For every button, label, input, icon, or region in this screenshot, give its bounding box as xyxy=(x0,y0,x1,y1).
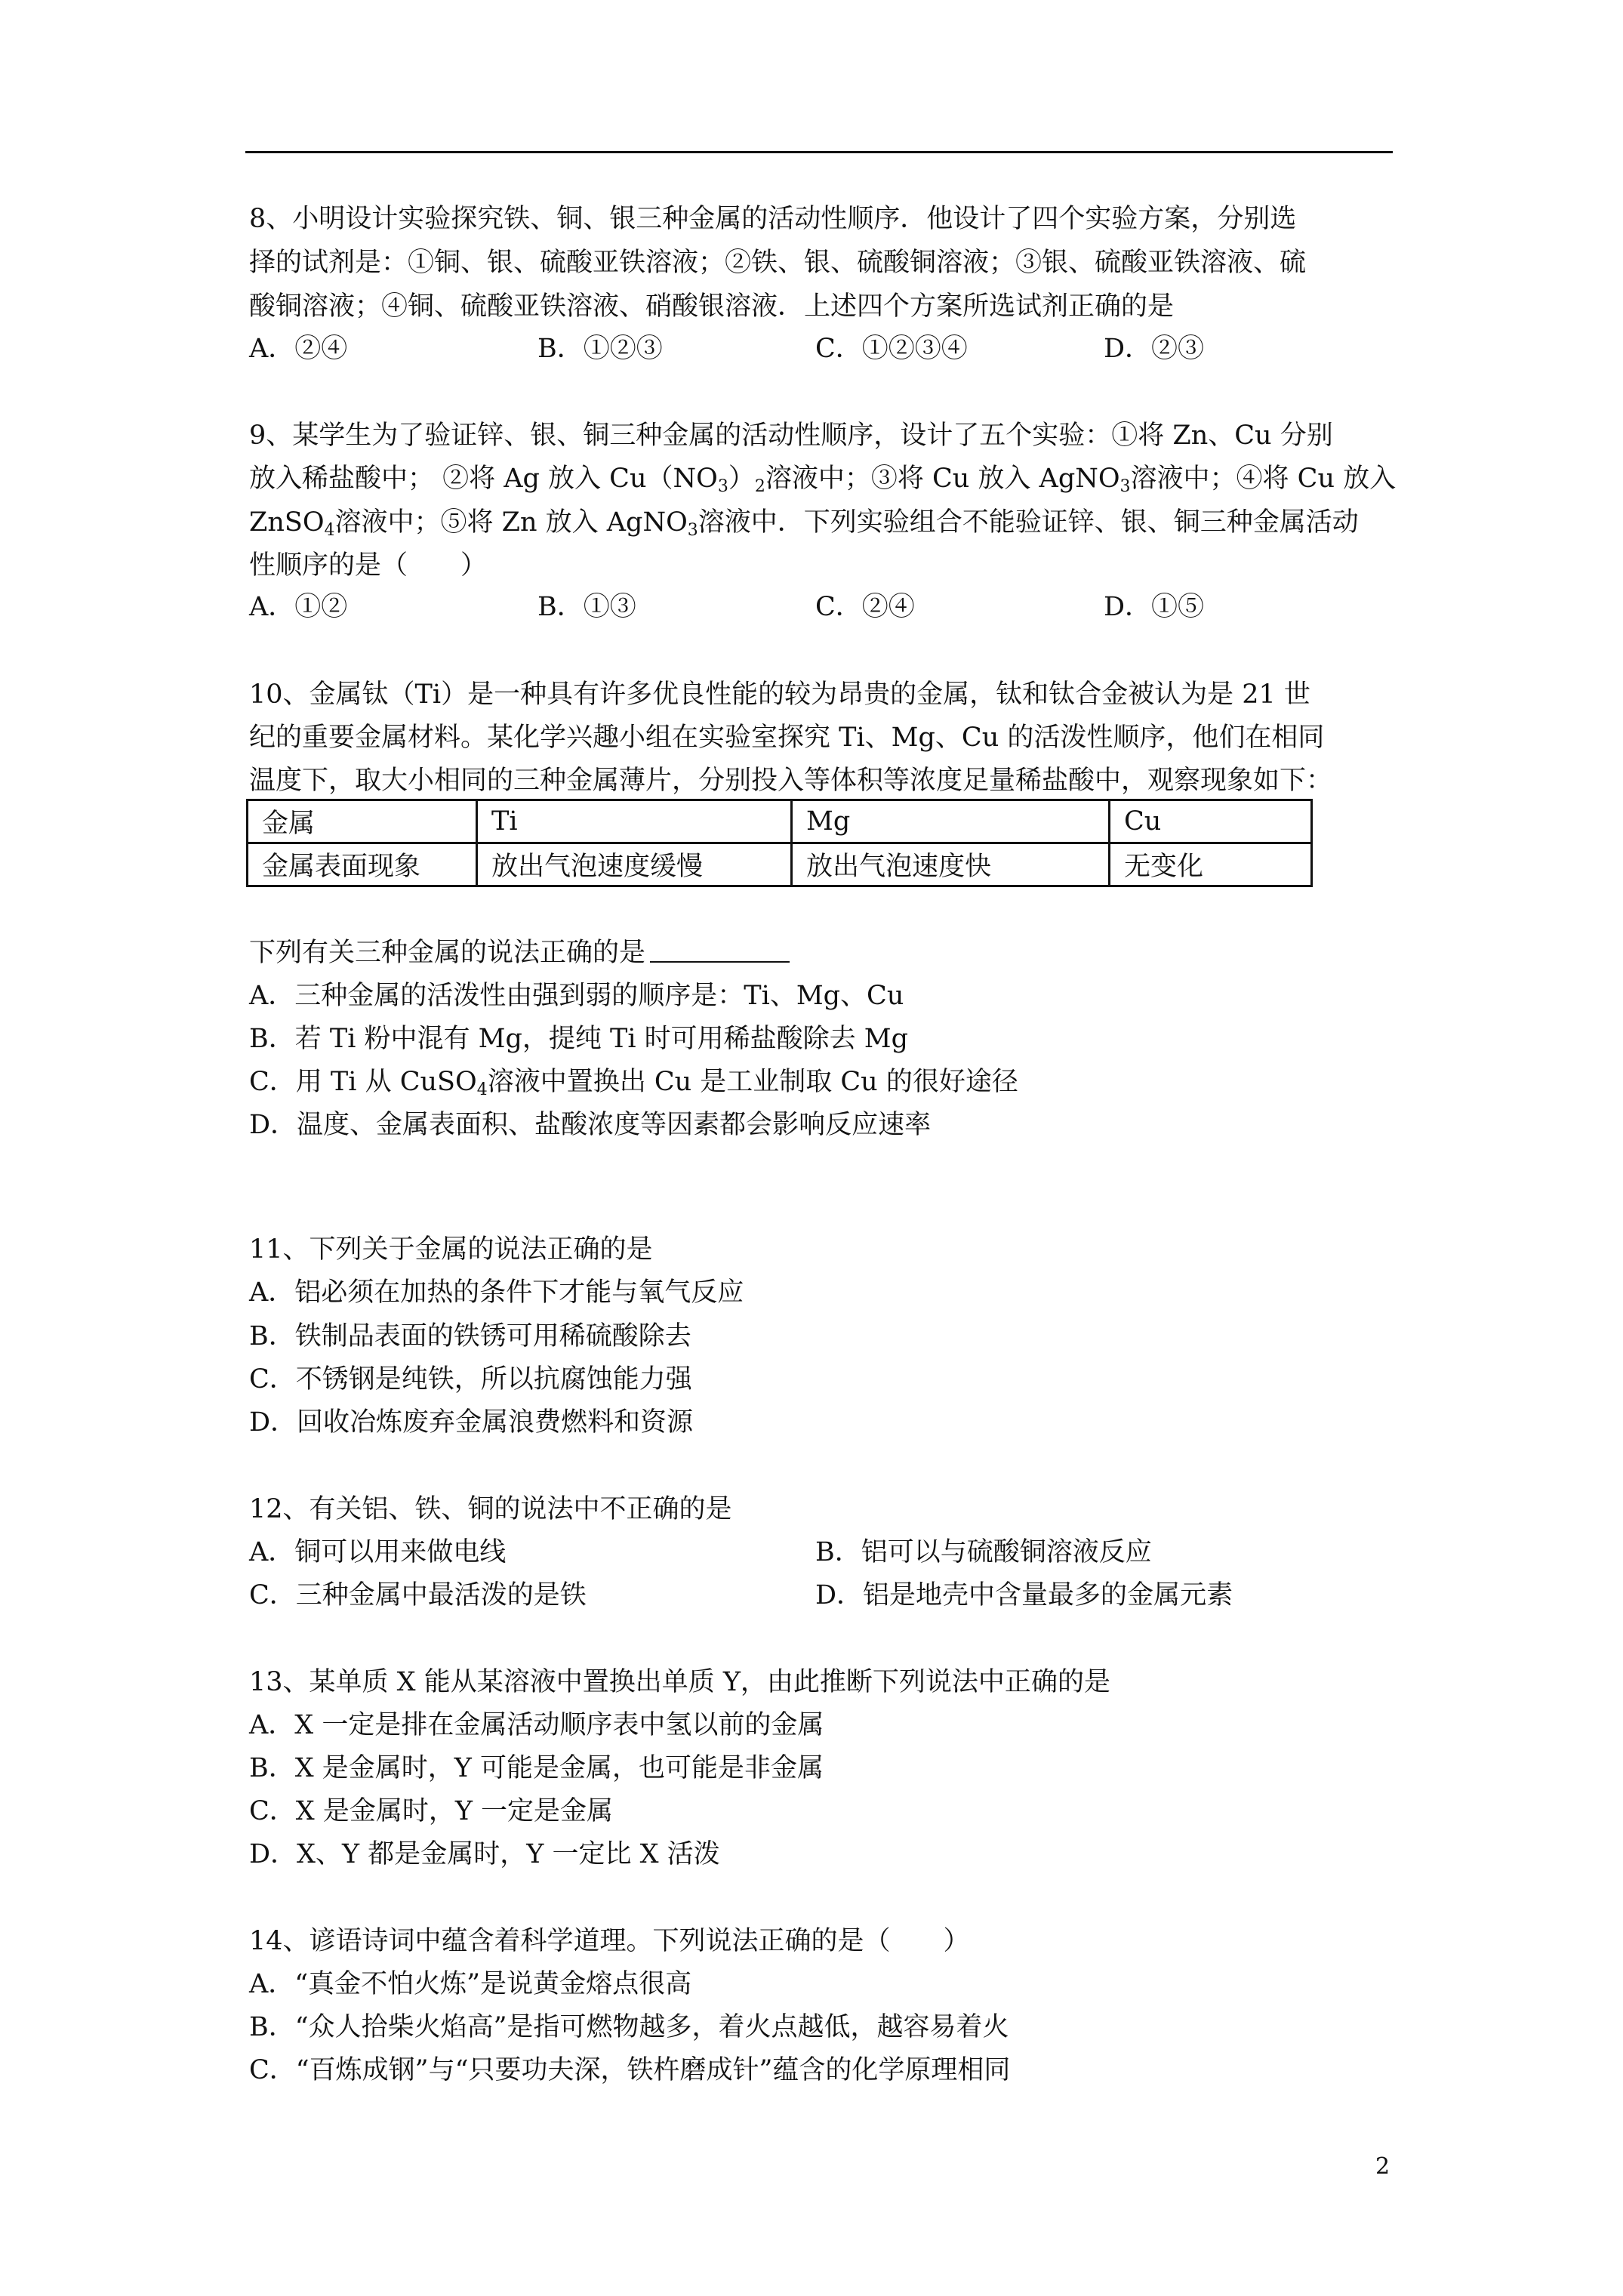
q8-option-d: D．②③ xyxy=(1104,334,1205,364)
q13-stem: 13、某单质 X 能从某溶液中置换出单质 Y，由此推断下列说法中正确的是 xyxy=(249,1667,1110,1697)
q8-stem-line-1: 8、小明设计实验探究铁、铜、银三种金属的活动性顺序．他设计了四个实验方案，分别选 xyxy=(249,204,1297,234)
q11-option-b: B．铁制品表面的铁锈可用稀硫酸除去 xyxy=(249,1321,691,1351)
q10-option-d: D．温度、金属表面积、盐酸浓度等因素都会影响反应速率 xyxy=(249,1110,932,1140)
q9-option-d: D．①⑤ xyxy=(1104,592,1205,622)
q11-option-c: C．不锈钢是纯铁，所以抗腐蚀能力强 xyxy=(249,1364,692,1395)
q10-option-c: C．用 Ti 从 CuSO$_4$溶液中置换出 Cu 是工业制取 Cu 的很好途径 xyxy=(249,1067,1018,1099)
header-rule xyxy=(245,151,1393,153)
q9-option-b: B．①③ xyxy=(537,592,636,622)
table-row xyxy=(248,800,1312,843)
answer-blank[interactable] xyxy=(650,937,790,963)
q8-option-a: A．②④ xyxy=(249,334,348,364)
q13-option-a: A．X 一定是排在金属活动顺序表中氢以前的金属 xyxy=(249,1710,824,1740)
q10-question: 下列有关三种金属的说法正确的是 xyxy=(249,936,790,969)
q8-stem-line-3: 酸铜溶液；④铜、硫酸亚铁溶液、硝酸银溶液．上述四个方案所选试剂正确的是 xyxy=(249,291,1175,322)
q13-option-d: D．X、Y 都是金属时，Y 一定比 X 活泼 xyxy=(249,1839,720,1869)
q8-option-c: C．①②③④ xyxy=(815,334,968,364)
q10-option-b: B．若 Ti 粉中混有 Mg，提纯 Ti 时可用稀盐酸除去 Mg xyxy=(249,1024,909,1054)
q11-option-d: D．回收冶炼废弃金属浪费燃料和资源 xyxy=(249,1407,694,1438)
q13-option-c: C．X 是金属时，Y 一定是金属 xyxy=(249,1796,614,1826)
q9-stem-line-3: ZnSO$_4$溶液中；⑤将 Zn 放入 AgNO$_3$溶液中．下列实验组合不能验证锌、银、铜三种金属活动 xyxy=(249,507,1359,540)
table-cell: 金属表面现象 xyxy=(248,843,477,886)
q8-stem-line-2: 择的试剂是：①铜、银、硫酸亚铁溶液；②铁、银、硫酸铜溶液；③银、硫酸亚铁溶液、硫 xyxy=(249,248,1307,278)
metal-reaction-table xyxy=(246,799,1313,887)
q10-stem-line-3: 温度下，取大小相同的三种金属薄片，分别投入等体积等浓度足量稀盐酸中，观察现象如下： xyxy=(249,766,1333,796)
q12-option-d: D．铝是地壳中含量最多的金属元素 xyxy=(815,1580,1233,1610)
table-cell: Mg xyxy=(792,800,1110,843)
q14-stem: 14、谚语诗词中蕴含着科学道理。下列说法正确的是（ ） xyxy=(249,1926,970,1956)
table-row xyxy=(248,843,1312,886)
table-cell: 放出气泡速度缓慢 xyxy=(477,843,792,886)
q12-option-c: C．三种金属中最活泼的是铁 xyxy=(249,1580,587,1610)
page-number: 2 xyxy=(1375,2153,1390,2180)
q11-stem: 11、下列关于金属的说法正确的是 xyxy=(249,1234,653,1265)
q10-stem-line-1: 10、金属钛（Ti）是一种具有许多优良性能的较为昂贵的金属，钛和钛合金被认为是 21 世 xyxy=(249,680,1310,710)
q12-option-a: A．铜可以用来做电线 xyxy=(249,1537,507,1567)
q11-option-a: A．铝必须在加热的条件下才能与氧气反应 xyxy=(249,1277,744,1308)
table-cell: Ti xyxy=(477,800,792,843)
q14-option-a: A．“真金不怕火炼”是说黄金熔点很高 xyxy=(249,1969,692,1999)
q9-stem-line-4: 性顺序的是（ ） xyxy=(249,550,488,581)
q13-option-b: B．X 是金属时，Y 可能是金属，也可能是非金属 xyxy=(249,1753,824,1783)
q14-option-b: B．“众人拾柴火焰高”是指可燃物越多，着火点越低，越容易着火 xyxy=(249,2012,1009,2042)
table-cell: Cu xyxy=(1110,800,1312,843)
q10-option-a: A．三种金属的活泼性由强到弱的顺序是：Ti、Mg、Cu xyxy=(249,981,904,1011)
q9-option-c: C．②④ xyxy=(815,592,915,622)
q9-stem-line-1: 9、某学生为了验证锌、银、铜三种金属的活动性顺序，设计了五个实验：①将 Zn、Cu 分别 xyxy=(249,421,1333,451)
q8-option-b: B．①②③ xyxy=(537,334,663,364)
table-cell: 放出气泡速度快 xyxy=(792,843,1110,886)
q10-stem-line-2: 纪的重要金属材料。某化学兴趣小组在实验室探究 Ti、Mg、Cu 的活泼性顺序，他们在相同 xyxy=(249,723,1325,753)
q9-stem-line-2: 放入稀盐酸中； ②将 Ag 放入 $Cu(NO_3)_2$溶液中；③将 Cu 放入 AgNO$_3$溶液中；④将 Cu 放入 xyxy=(249,464,1397,496)
table-cell: 无变化 xyxy=(1110,843,1312,886)
q12-stem: 12、有关铝、铁、铜的说法中不正确的是 xyxy=(249,1494,732,1524)
q14-option-c: C．“百炼成钢”与“只要功夫深，铁杵磨成针”蕴含的化学原理相同 xyxy=(249,2055,1011,2085)
q12-option-b: B．铝可以与硫酸铜溶液反应 xyxy=(815,1537,1152,1567)
table-cell: 金属 xyxy=(248,800,477,843)
q9-option-a: A．①② xyxy=(249,592,348,622)
